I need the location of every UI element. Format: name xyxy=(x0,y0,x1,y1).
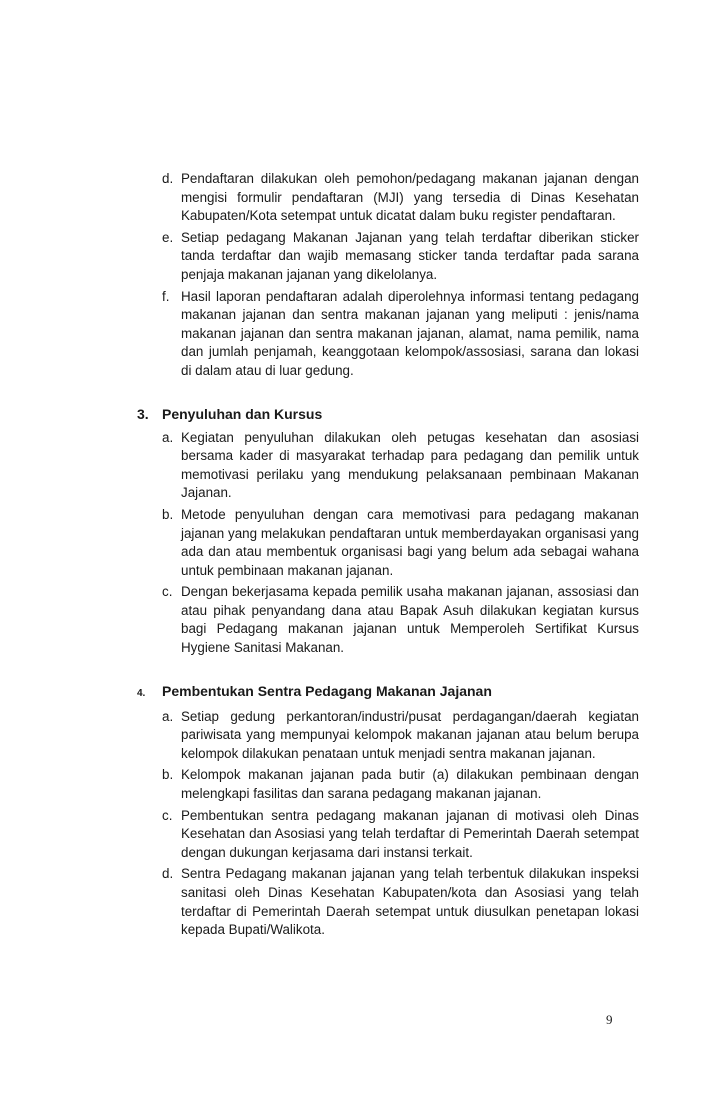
list-item-text: Pendaftaran dilakukan oleh pemohon/pedagang makanan jajanan dengan mengisi formulir pendaftaran (MJI) yang tersedia di Dinas Kesehatan Kabupaten/Kota setempat untuk dicatat dalam buku register pendaftaran. xyxy=(181,171,639,224)
section-number: 3. xyxy=(137,405,149,422)
list-item-text: Hasil laporan pendaftaran adalah diperolehnya informasi tentang pedagang makanan jajanan dan sentra makanan jajanan yang meliputi : jenis/nama makanan jajanan dan sentra makanan jajanan, alamat, nama pemilik, nama dan jumlah penjamah, keanggotaan kelompok/assosiasi, sarana dan lokasi di dalam atau di luar gedung. xyxy=(181,288,639,378)
list-item-4a xyxy=(162,708,639,764)
list-item-4c xyxy=(162,807,639,863)
list-item-text: Setiap pedagang Makanan Jajanan yang telah terdaftar diberikan sticker tanda terdaftar dan wajib memasang sticker tanda terdaftar pada sarana penjaja makanan jajanan yang dikelolanya. xyxy=(181,229,639,282)
list-item-e xyxy=(162,229,639,285)
list-item-f xyxy=(162,288,639,381)
list-marker: b. xyxy=(162,506,174,522)
section-heading-3 xyxy=(137,405,627,424)
list-item-4d xyxy=(162,865,639,939)
list-marker: f. xyxy=(162,288,170,304)
section-heading-4 xyxy=(137,682,627,703)
list-item-3b xyxy=(162,506,639,580)
list-marker: b. xyxy=(162,767,174,783)
list-item-4b xyxy=(162,766,639,803)
page-content xyxy=(0,170,728,940)
list-item-3c xyxy=(162,583,639,657)
list-marker: d. xyxy=(162,171,174,186)
section-number: 4. xyxy=(137,687,146,699)
list-item-text: Dengan bekerjasama kepada pemilik usaha makanan jajanan, assosiasi dan atau pihak penyandang dana atau Bapak Asuh dilakukan kegiatan kursus bagi Pedagang makanan jajanan untuk Memperoleh Sertifikat Kursus Hygiene Sanitasi Makanan. xyxy=(181,584,639,656)
list-item-text: Sentra Pedagang makanan jajanan yang telah terbentuk dilakukan inspeksi sanitasi oleh Dinas Kesehatan Kabupaten/kota dan Asosiasi yang telah terdaftar di Pemerintah Daerah setempat untuk diusulkan penetapan lokasi kepada Bupati/Walikota. xyxy=(181,866,639,938)
list-item-3a xyxy=(162,429,639,503)
list-marker: a. xyxy=(162,429,174,445)
list-item-text: Setiap gedung perkantoran/industri/pusat perdagangan/daerah kegiatan pariwisata yang mempunyai kelompok makanan jajanan atau belum berupa kelompok dilakukan penataan untuk menjadi sentra makanan jajanan. xyxy=(181,708,639,761)
list-marker: d. xyxy=(162,866,174,882)
list-marker: c. xyxy=(162,807,173,823)
page-number: 9 xyxy=(606,1012,613,1027)
list-marker: c. xyxy=(162,584,173,600)
section-title: Pembentukan Sentra Pedagang Makanan Jajanan xyxy=(162,682,492,699)
list-item-text: Pembentukan sentra pedagang makanan jajanan di motivasi oleh Dinas Kesehatan dan Asosiasi yang telah terdaftar di Pemerintah Daerah setempat dengan dukungan kerjasama dari instansi terkait. xyxy=(181,807,639,860)
list-item-text: Kegiatan penyuluhan dilakukan oleh petugas kesehatan dan asosiasi bersama kader di masyarakat terhadap para pedagang dan pemilik untuk memotivasi perilaku yang mendukung pelaksanaan pembinaan Makanan Jajanan. xyxy=(181,429,639,501)
list-item-d xyxy=(162,170,639,226)
list-marker: e. xyxy=(162,229,174,245)
list-marker: a. xyxy=(162,708,174,724)
list-item-text: Metode penyuluhan dengan cara memotivasi para pedagang makanan jajanan yang melakukan pendaftaran untuk memberdayakan organisasi yang ada dan atau membentuk organisasi bagi yang belum ada sebagai wahana untuk pembinaan makanan jajanan. xyxy=(181,506,639,578)
list-item-text: Kelompok makanan jajanan pada butir (a) dilakukan pembinaan dengan melengkapi fasilitas dan sarana pedagang makanan jajanan. xyxy=(181,767,639,802)
section-title: Penyuluhan dan Kursus xyxy=(162,405,323,422)
